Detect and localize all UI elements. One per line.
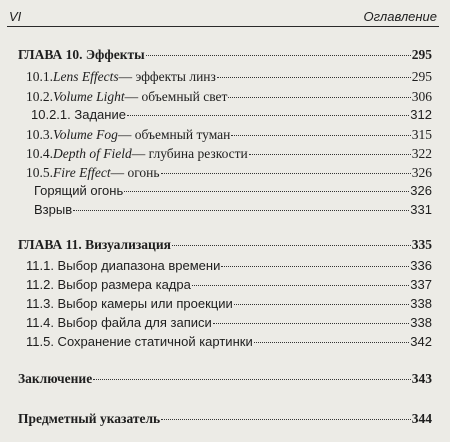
toc-label: — объемный свет <box>124 88 228 104</box>
toc-page: 338 <box>410 315 432 330</box>
dot-leader <box>217 63 411 78</box>
dot-leader <box>161 405 411 420</box>
toc-page: 336 <box>410 258 432 273</box>
toc-label: Заключение <box>18 370 93 386</box>
toc-label: 11.2. Выбор размера кадра <box>26 277 191 292</box>
toc-page: 342 <box>410 334 432 349</box>
toc-section-11-5[interactable] <box>26 332 432 350</box>
toc-page: 344 <box>411 410 432 426</box>
toc-page: 338 <box>410 296 432 311</box>
dot-leader <box>161 159 411 174</box>
toc-label: 11.5. Сохранение статичной картинки <box>26 334 253 349</box>
toc-page: 331 <box>410 202 432 217</box>
toc-page: 312 <box>410 107 432 122</box>
dot-leader <box>127 102 409 116</box>
toc-label: 10.2.1. Задание <box>31 107 126 122</box>
toc-section-10-1[interactable] <box>26 66 432 84</box>
dot-leader <box>231 121 410 136</box>
dot-leader <box>124 178 409 192</box>
toc-label: — объемный туман <box>117 126 231 142</box>
running-title: Оглавление <box>363 9 437 24</box>
dot-leader <box>213 310 410 324</box>
toc-number: 10.2. <box>26 88 53 104</box>
toc-label: ГЛАВА 11. Визуализация <box>18 236 171 252</box>
toc-conclusion[interactable] <box>18 368 432 386</box>
dot-leader <box>73 197 409 211</box>
dot-leader <box>234 291 410 305</box>
dot-leader <box>254 329 410 343</box>
toc-page: 322 <box>411 145 432 161</box>
toc-page: 326 <box>410 183 432 198</box>
dot-leader <box>93 365 411 380</box>
toc-label: — эффекты линз <box>118 68 216 84</box>
dot-leader <box>221 253 409 267</box>
dot-leader <box>249 140 411 155</box>
dot-leader <box>192 272 409 286</box>
toc-label: 11.4. Выбор файла для записи <box>26 315 212 330</box>
toc-italic-title: Fire Effect <box>53 164 111 180</box>
toc-label: — огонь <box>110 164 160 180</box>
toc-entry-explosion[interactable] <box>34 200 432 218</box>
toc-number: 10.3. <box>26 126 53 142</box>
toc-italic-title: Volume Light <box>53 88 125 104</box>
toc-italic-title: Lens Effects <box>53 68 119 84</box>
toc-chapter-10[interactable] <box>18 44 432 62</box>
toc-chapter-11[interactable] <box>18 234 432 252</box>
toc-label: 11.3. Выбор камеры или проекции <box>26 296 233 311</box>
toc-italic-title: Volume Fog <box>53 126 118 142</box>
dot-leader <box>146 41 411 56</box>
toc-page: 343 <box>411 370 432 386</box>
toc-label: Предметный указатель <box>18 410 161 426</box>
toc-page: 306 <box>411 88 432 104</box>
dot-leader <box>172 231 411 246</box>
toc-page: 315 <box>411 126 432 142</box>
toc-label: Горящий огонь <box>34 183 124 198</box>
running-header <box>7 4 439 27</box>
toc-label: ГЛАВА 10. Эффекты <box>18 46 145 62</box>
page-number-roman: VI <box>9 9 22 24</box>
toc-label: 11.1. Выбор диапазона времени <box>26 258 221 273</box>
toc-page: 295 <box>411 68 432 84</box>
toc-italic-title: Depth of Field <box>53 145 132 161</box>
toc-page: 295 <box>411 46 432 62</box>
toc-number: 10.4. <box>26 145 53 161</box>
toc-label: — глубина резкости <box>131 145 248 161</box>
toc-number: 10.5. <box>26 164 53 180</box>
toc-page: 335 <box>411 236 432 252</box>
toc-page: 326 <box>411 164 432 180</box>
toc-label: Взрыв <box>34 202 73 217</box>
dot-leader <box>228 83 410 98</box>
toc-subject-index[interactable] <box>18 408 432 426</box>
toc-number: 10.1. <box>26 68 53 84</box>
toc-page: 337 <box>410 277 432 292</box>
